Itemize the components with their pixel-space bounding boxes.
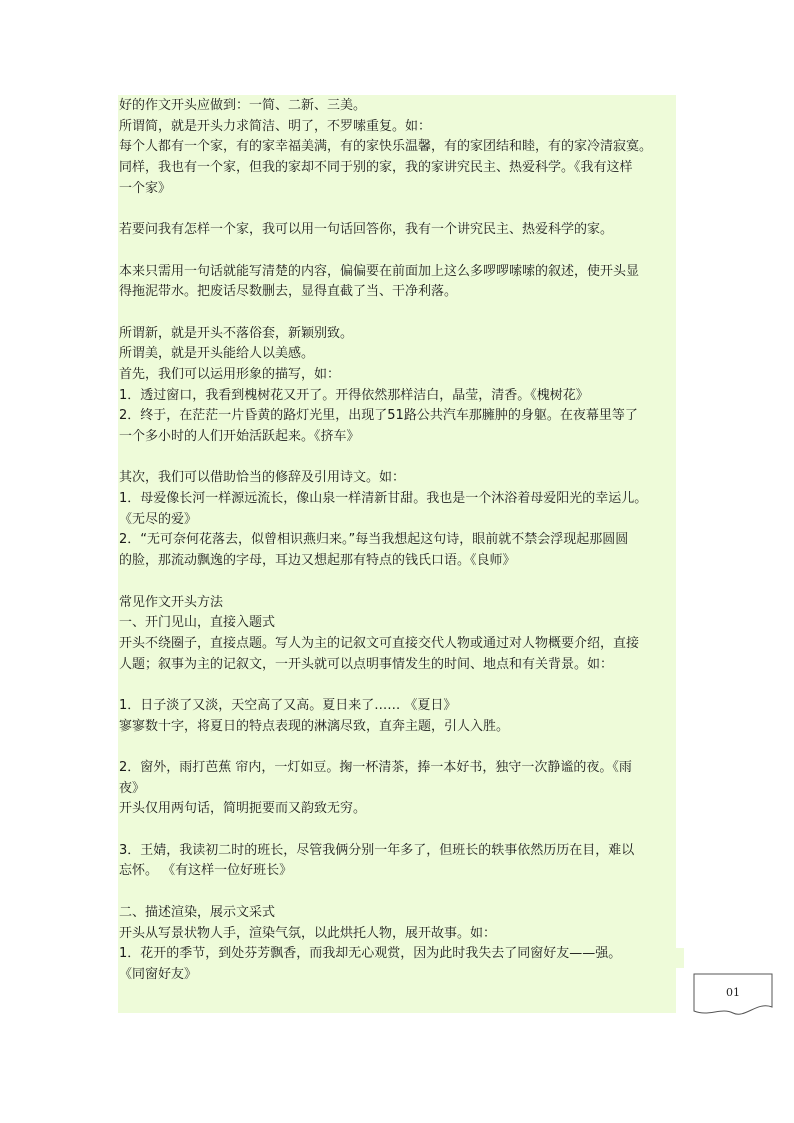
text-line: 一个多小时的人们开始活跃起来。《挤车》: [119, 429, 360, 444]
text-line: 3．王婧，我读初二时的班长，尽管我俩分别一年多了，但班长的轶事依然历历在目，难以: [119, 842, 635, 858]
document-body: [119, 96, 689, 986]
text-line: 常见作文开头方法: [119, 594, 224, 610]
blank-line: [119, 882, 689, 903]
text-line: 的脸，那流动飘逸的字母，耳边又想起那有特点的钱氏口语。《良师》: [119, 553, 516, 569]
text-line: 所谓美，就是开头能给人以美感。: [119, 346, 315, 362]
text-line: 若要问我有怎样一个家，我可以用一句话回答你，我有一个讲究民主、热爱科学的家。: [119, 222, 614, 238]
blank-line: [119, 675, 689, 696]
text-line: 得拖泥带水。把废话尽数删去，显得直截了当、干净利落。: [119, 284, 458, 300]
text-line: 好的作文开头应做到：一简、二新、三美。: [119, 98, 367, 113]
text-line: 2．窗外，雨打芭蕉 帘内，一灯如豆。掬一杯清茶，捧一本好书，独守一次静谧的夜。《雨: [119, 760, 632, 775]
text-line: 一、开门见山，直接入题式: [119, 615, 276, 631]
blank-line: [119, 820, 689, 841]
text-line: 《无尽的爱》: [119, 511, 198, 527]
blank-line: [119, 448, 689, 469]
text-line: 开头仅用两句话，简明扼要而又韵致无穷。: [119, 801, 367, 817]
text-line: 同样，我也有一个家，但我的家却不同于别的家，我的家讲究民主、热爱科学。《我有这样: [119, 160, 633, 176]
text-line: 人题；叙事为主的记叙文，一开头就可以点明事情发生的时间、地点和有关背景。如：: [119, 656, 614, 672]
text-line: 一个家》: [119, 180, 172, 196]
text-line: 所谓新，就是开头不落俗套，新颖别致。: [119, 325, 354, 341]
text-line: 2．终于，在茫茫一片昏黄的路灯光里，出现了51路公共汽车那臃肿的身躯。在夜幕里等了: [119, 408, 638, 424]
text-line: 1．透过窗口，我看到槐树花又开了。开得依然那样洁白，晶莹，清香。《槐树花》: [119, 387, 589, 403]
blank-line: [119, 737, 689, 758]
text-line: 夜》: [119, 780, 146, 796]
blank-line: [119, 241, 689, 262]
text-line: 其次，我们可以借助恰当的修辞及引用诗文。如：: [119, 470, 406, 486]
text-line: 寥寥数十字，将夏日的特点表现的淋漓尽致，直奔主题，引人入胜。: [119, 718, 510, 734]
text-line: 1．日子淡了又淡，天空高了又高。夏日来了…… 《夏日》: [119, 697, 457, 713]
text-line: 每个人都有一个家，有的家幸福美满，有的家快乐温馨，有的家团结和睦，有的家冷清寂寞。: [119, 139, 653, 155]
blank-line: [119, 199, 689, 220]
text-line: 本来只需用一句话就能写清楚的内容，偏偏要在前面加上这么多啰啰嗦嗦的叙述，使开头显: [119, 263, 640, 279]
text-line: 首先，我们可以运用形象的描写，如：: [119, 366, 341, 382]
text-line: 二、描述渲染，展示文采式: [119, 904, 276, 920]
text-line: 2．“无可奈何花落去，似曾相识燕归来。”每当我想起这句诗，眼前就不禁会浮现起那圆圆: [119, 532, 629, 548]
blank-line: [119, 303, 689, 324]
text-line: 开头不绕圈子，直接点题。写人为主的记叙文可直接交代人物或通过对人物概要介绍，直接: [119, 635, 640, 651]
page-number-tag: [693, 973, 773, 1017]
text-line: 1．母爱像长河一样源远流长，像山泉一样清新甘甜。我也是一个沐浴着母爱阳光的幸运儿。: [119, 491, 648, 507]
text-line: 开头从写景状物人手，渲染气氛，以此烘托人物，展开故事。如：: [119, 925, 497, 941]
text-line: 所谓简，就是开头力求简洁、明了，不罗嗦重复。如：: [119, 118, 432, 134]
page-number: 01: [726, 986, 740, 999]
blank-line: [119, 572, 689, 593]
text-line: 《同窗好友》: [119, 966, 198, 982]
text-line: 1．花开的季节，到处芬芳飘香，而我却无心观赏，因为此时我失去了同窗好友——强。: [119, 946, 622, 962]
text-line: 忘怀。 《有这样一位好班长》: [119, 863, 293, 879]
